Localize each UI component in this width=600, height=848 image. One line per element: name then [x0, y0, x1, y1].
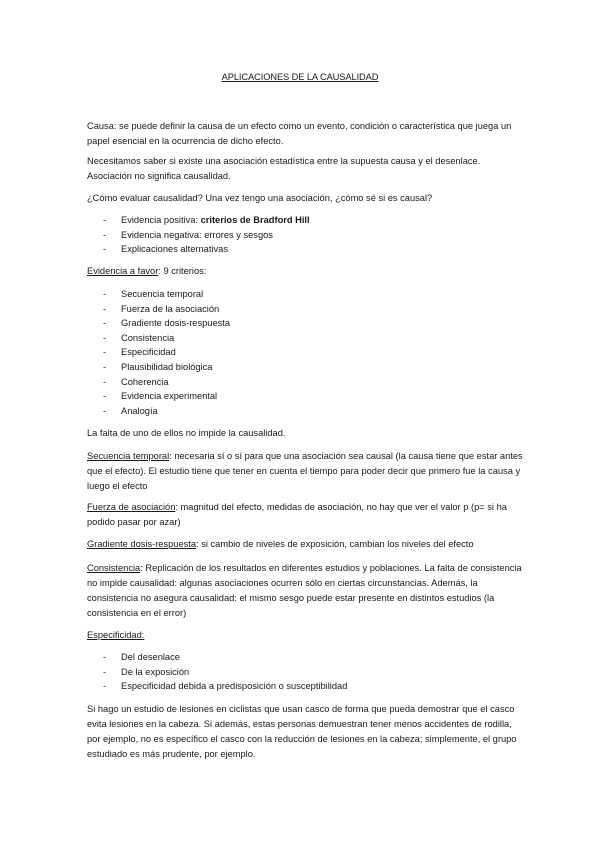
list-item: - Especificidad [87, 345, 527, 360]
especificidad-heading: Especificidad: [87, 630, 145, 640]
especificidad-list [87, 650, 527, 694]
evidence-list [87, 213, 527, 257]
list-item: - Plausibilidad biológica [87, 360, 527, 375]
list-item: - Explicaciones alternativas [87, 242, 527, 257]
list-item: - Coherencia [87, 375, 527, 390]
paragraph-falta: La falta de uno de ellos no impide la causalidad. [87, 428, 286, 438]
paragraph-gradiente: Gradiente dosis-respuesta: si cambio de niveles de exposición, cambian los niveles del efecto [87, 539, 474, 549]
list-item: - Gradiente dosis-respuesta [87, 316, 527, 331]
evidencia-a-favor-heading: Evidencia a favor: 9 criterios: [87, 266, 207, 276]
paragraph-causa: Causa: se puede definir la causa de un efecto como un evento, condición o característica que juega un papel esencial en la ocurrencia de dicho efecto. [87, 121, 512, 146]
list-item: - De la exposición [87, 665, 527, 680]
paragraph-consistencia: Consistencia: Replicación de los resultados en diferentes estudios y poblaciones. La falta de consistencia no impide causalidad: algunas asociaciones ocurren sólo en ciertas circunstancias. Además, la consistencia no asegura causalidad: el mismo sesgo puede estar presente en distintos estudios (la consistencia en el error) [87, 563, 522, 618]
list-item: - Consistencia [87, 331, 527, 346]
paragraph-secuencia-temporal: Secuencia temporal: necesaria sí o sí para que una asociación sea causal (la causa tiene que estar antes que el efecto). El estudio tiene que tener en cuenta el tiempo para poder decir que primero fue la causa y luego el efecto [87, 451, 523, 491]
paragraph-fuerza-asociacion: Fuerza de asociación: magnitud del efecto, medidas de asociación, no hay que ver el valor p (p= si ha podido pasar por azar) [87, 502, 507, 527]
list-item: - Fuerza de la asociación [87, 302, 527, 317]
list-item: - Evidencia positiva: criterios de Bradford Hill [87, 213, 527, 228]
page-title: APLICACIONES DE LA CAUSALIDAD [221, 72, 379, 82]
paragraph-como-evaluar: ¿Cómo evaluar causalidad? Una vez tengo una asociación, ¿cómo sé si es causal? [87, 193, 433, 203]
list-item: - Evidencia experimental [87, 389, 527, 404]
paragraph-ejemplo: Si hago un estudio de lesiones en ciclistas que usan casco de forma que pueda demostrar que el casco evita lesiones en la cabeza. Si además, estas personas demuestran tener menos accidentes de rodilla, por ejemplo, no es específico el casco con la reducción de lesiones en la cabeza; simplemente, el grupo estudiado es más prudente, por ejemplo. [87, 704, 517, 759]
list-item: - Analogía [87, 404, 527, 419]
paragraph-necesitamos: Necesitamos saber si existe una asociación estadística entre la supuesta causa y el desenlace. Asociación no significa causalidad. [87, 156, 481, 181]
list-item: - Especificidad debida a predisposición o susceptibilidad [87, 679, 527, 694]
criteria-list [87, 287, 527, 418]
list-item: - Evidencia negativa: errores y sesgos [87, 228, 527, 243]
list-item: - Secuencia temporal [87, 287, 527, 302]
list-item: - Del desenlace [87, 650, 527, 665]
